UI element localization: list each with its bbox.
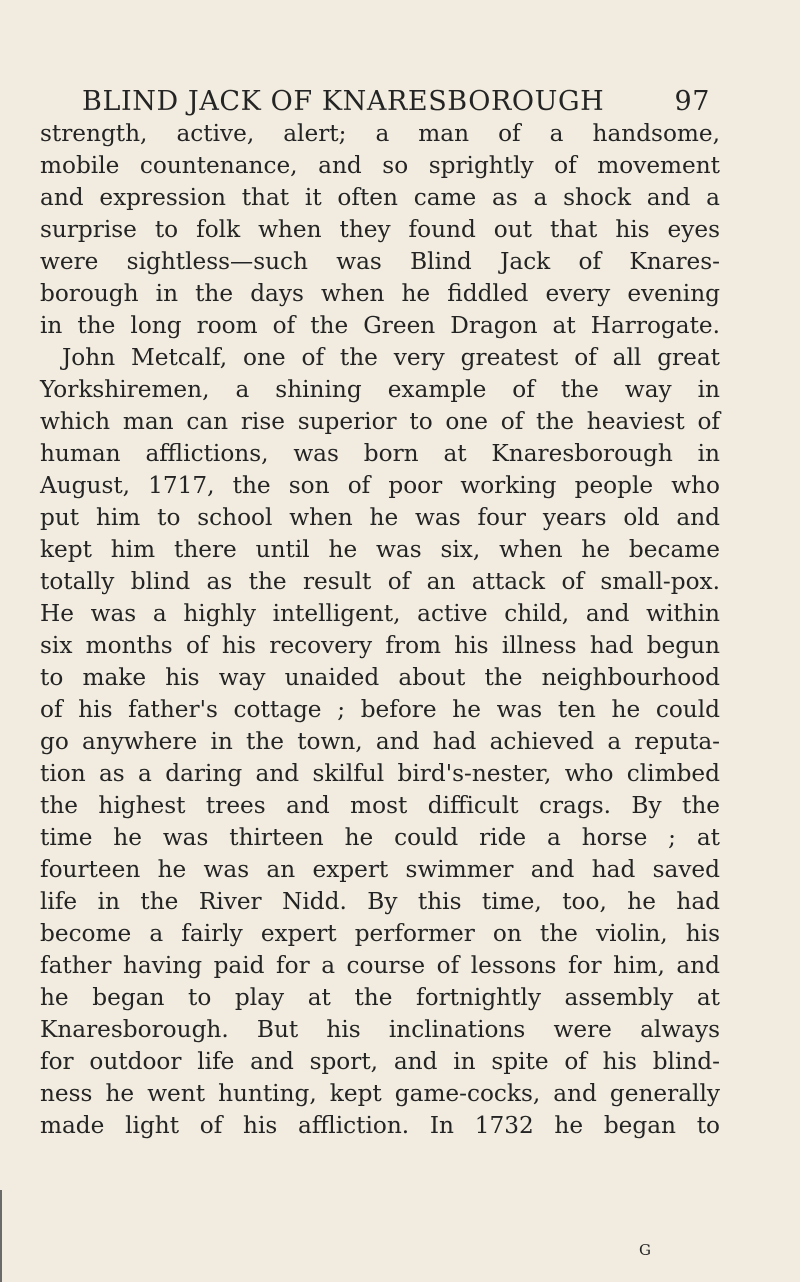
text-line: for outdoor life and sport, and in spite of his blind- [40,1048,720,1075]
text-line: go anywhere in the town, and had achieved a reputa- [40,728,720,755]
text-line: borough in the days when he fiddled every evening [40,280,720,307]
text-line: John Metcalf, one of the very greatest of all great [62,344,720,371]
running-title: BLIND JACK OF KNARESBOROUGH [82,86,605,117]
text-line: to make his way unaided about the neighbourhood [40,664,720,691]
text-line: ness he went hunting, kept game-cocks, and generally [40,1080,720,1107]
text-line: put him to school when he was four years old and [40,504,720,531]
text-line: strength, active, alert; a man of a handsome, [40,120,720,147]
text-line: time he was thirteen he could ride a horse ; at [40,824,720,851]
text-line: fourteen he was an expert swimmer and had saved [40,856,720,883]
text-line: life in the River Nidd. By this time, too, he had [40,888,720,915]
text-line: made light of his affliction. In 1732 he began to [40,1112,720,1139]
text-line: and expression that it often came as a shock and a [40,184,720,211]
text-line: which man can rise superior to one of the heaviest of [40,408,720,435]
text-line: were sightless—such was Blind Jack of Knares- [40,248,720,275]
text-line: tion as a daring and skilful bird's-nester, who climbed [40,760,720,787]
text-line: Knaresborough. But his inclinations were always [40,1016,720,1043]
signature-mark: G [639,1241,652,1259]
text-line: of his father's cottage ; before he was ten he could [40,696,720,723]
text-line: six months of his recovery from his illness had begun [40,632,720,659]
text-line: surprise to folk when they found out that his eyes [40,216,720,243]
text-line: mobile countenance, and so sprightly of movement [40,152,720,179]
text-line: become a fairly expert performer on the violin, his [40,920,720,947]
text-line: in the long room of the Green Dragon at Harrogate. [40,312,720,339]
text-line: He was a highly intelligent, active child, and within [40,600,720,627]
page-number: 97 [674,86,710,117]
text-line: human afflictions, was born at Knaresborough in [40,440,720,467]
body-text [40,118,720,1142]
text-line: the highest trees and most difficult crags. By the [40,792,720,819]
page-edge-shadow [0,1190,2,1282]
text-line: Yorkshiremen, a shining example of the way in [40,376,720,403]
text-line: he began to play at the fortnightly assembly at [40,984,720,1011]
text-line: kept him there until he was six, when he became [40,536,720,563]
running-header [82,82,722,122]
text-line: father having paid for a course of lessons for him, and [40,952,720,979]
text-line: August, 1717, the son of poor working people who [40,472,720,499]
text-line: totally blind as the result of an attack of small-pox. [40,568,720,595]
